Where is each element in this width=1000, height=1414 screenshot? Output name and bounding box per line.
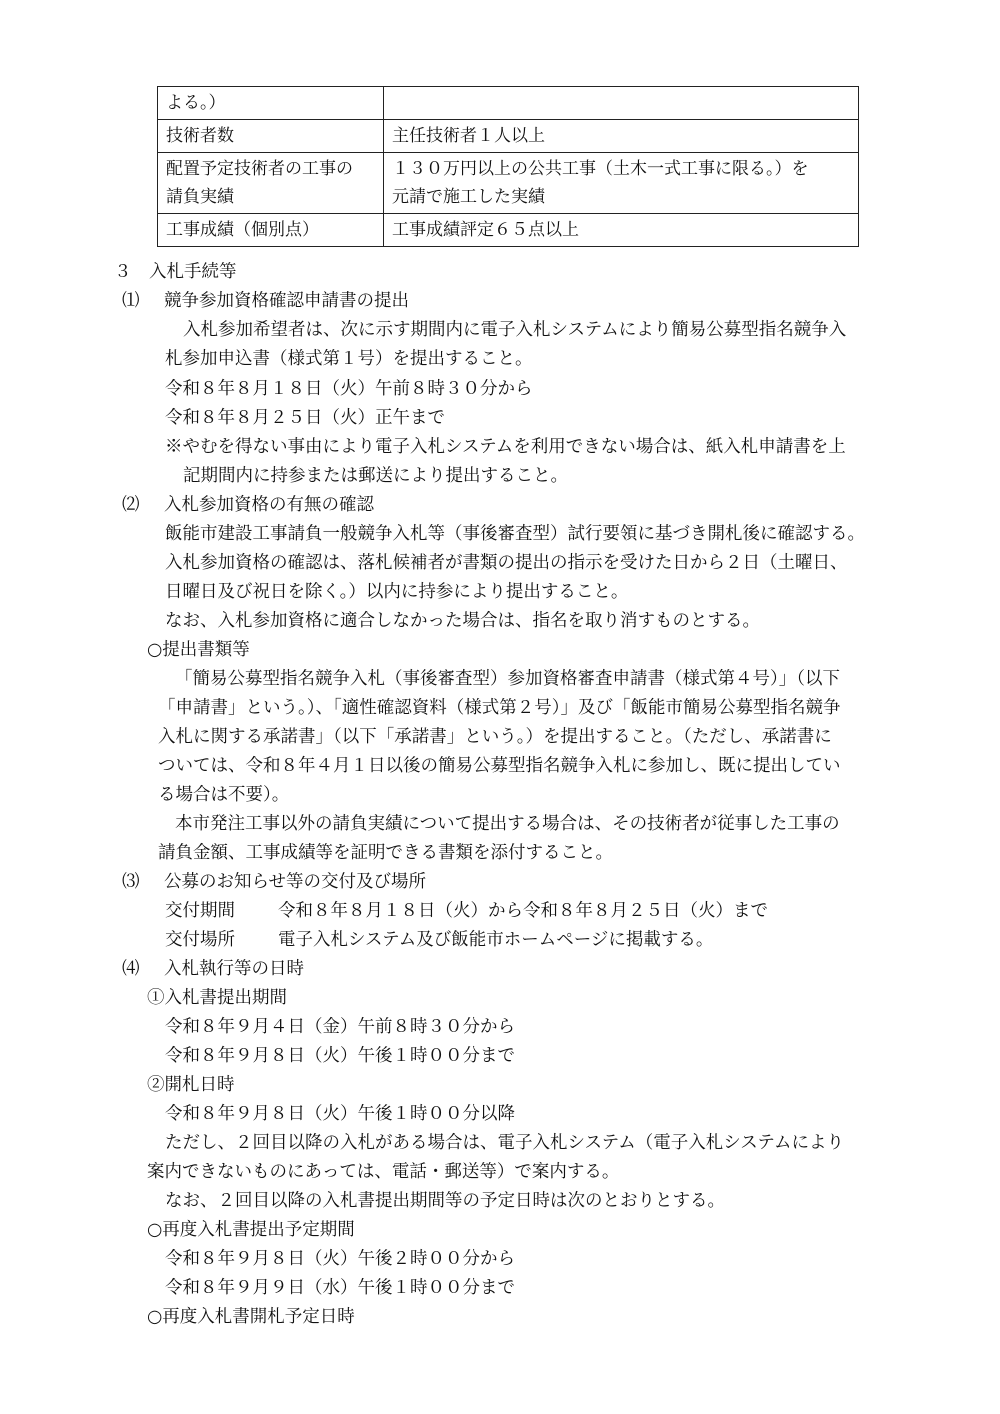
table-cell: 技術者数 [158, 120, 384, 153]
table-cell: 工事成績評定６５点以上 [384, 214, 859, 247]
table-cell: 工事成績（個別点） [158, 214, 384, 247]
field-value: 電子入札システム及び飯能市ホームページに掲載する。 [278, 930, 714, 950]
table-row [158, 153, 859, 214]
date-line: 令和８年９月８日（火）午後２時００分から [165, 1249, 515, 1269]
item-heading: ②開札日時 [147, 1075, 235, 1095]
subsection-number: ⑵ [122, 495, 140, 515]
paragraph-line: なお、２回目以降の入札書提出期間等の予定日時は次のとおりとする。 [165, 1191, 725, 1211]
paragraph-line: 飯能市建設工事請負一般競争入札等（事後審査型）試行要領に基づき開札後に確認する。 [165, 524, 865, 544]
paragraph-line: 案内できないものにあっては、電話・郵送等）で案内する。 [147, 1162, 620, 1182]
subsection-number: ⑶ [122, 872, 140, 892]
paragraph-line: 「申請書」という。）、「適性確認資料（様式第２号）」及び「飯能市簡易公募型指名競争 [158, 698, 841, 718]
paragraph-line: ただし、２回目以降の入札がある場合は、電子入札システム（電子入札システムにより [165, 1133, 844, 1153]
table-row [158, 120, 859, 153]
paragraph-line: 日曜日及び祝日を除く。）以内に持参により提出すること。 [165, 582, 629, 602]
subsection-number: ⑴ [122, 291, 140, 311]
note-line: ※やむを得ない事由により電子入札システムを利用できない場合は、紙入札申請書を上 [165, 437, 846, 457]
paragraph-line: 入札に関する承諾書」（以下「承諾書」という。）を提出すること。（ただし、承諾書に [158, 727, 832, 747]
paragraph-line: なお、入札参加資格に適合しなかった場合は、指名を取り消すものとする。 [165, 611, 760, 631]
date-line: 令和８年８月２５日（火）正午まで [165, 408, 445, 428]
docs-heading: ○提出書類等 [147, 640, 250, 660]
subsection-title: 入札執行等の日時 [164, 959, 304, 979]
table-cell [384, 87, 859, 120]
paragraph-line: 請負金額、工事成績等を証明できる書類を添付すること。 [158, 843, 613, 863]
item-heading: ○再度入札書開札予定日時 [147, 1307, 355, 1327]
field-label: 交付場所 [165, 930, 235, 950]
table-row [158, 214, 859, 247]
section-heading: ３ 入札手続等 [114, 262, 237, 282]
qualification-table [157, 86, 859, 247]
item-heading: ①入札書提出期間 [147, 988, 287, 1008]
date-line: 令和８年９月９日（水）午後１時００分まで [165, 1278, 515, 1298]
paragraph-line: 「簡易公募型指名競争入札（事後審査型）参加資格審査申請書（様式第４号）」（以下 [175, 669, 840, 689]
table-cell: 配置予定技術者の工事の 請負実績 [158, 153, 384, 214]
paragraph-line: 入札参加資格の確認は、落札候補者が書類の提出の指示を受けた日から２日（土曜日、 [165, 553, 848, 573]
note-line: 記期間内に持参または郵送により提出すること。 [183, 466, 568, 486]
field-label: 交付期間 [165, 901, 235, 921]
paragraph-line: る場合は不要）。 [158, 785, 290, 805]
table-row [158, 87, 859, 120]
subsection-title: 入札参加資格の有無の確認 [164, 495, 374, 515]
paragraph-line: 本市発注工事以外の請負実績について提出する場合は、その技術者が従事した工事の [175, 814, 840, 834]
paragraph-line: 札参加申込書（様式第１号）を提出すること。 [165, 349, 533, 369]
table-cell: 主任技術者１人以上 [384, 120, 859, 153]
date-line: 令和８年９月８日（火）午後１時００分まで [165, 1046, 515, 1066]
table-cell: １３０万円以上の公共工事（土木一式工事に限る。）を 元請で施工した実績 [384, 153, 859, 214]
subsection-title: 公募のお知らせ等の交付及び場所 [164, 872, 426, 892]
paragraph-line: 入札参加希望者は、次に示す期間内に電子入札システムにより簡易公募型指名競争入 [183, 320, 847, 340]
date-line: 令和８年９月４日（金）午前８時３０分から [165, 1017, 515, 1037]
subsection-title: 競争参加資格確認申請書の提出 [164, 291, 409, 311]
date-line: 令和８年９月８日（火）午後１時００分以降 [165, 1104, 515, 1124]
field-value: 令和８年８月１８日（火）から令和８年８月２５日（火）まで [278, 901, 768, 921]
subsection-number: ⑷ [122, 959, 140, 979]
table-cell: よる。） [158, 87, 384, 120]
paragraph-line: ついては、令和８年４月１日以後の簡易公募型指名競争入札に参加し、既に提出してい [158, 756, 841, 776]
item-heading: ○再度入札書提出予定期間 [147, 1220, 355, 1240]
date-line: 令和８年８月１８日（火）午前８時３０分から [165, 379, 533, 399]
